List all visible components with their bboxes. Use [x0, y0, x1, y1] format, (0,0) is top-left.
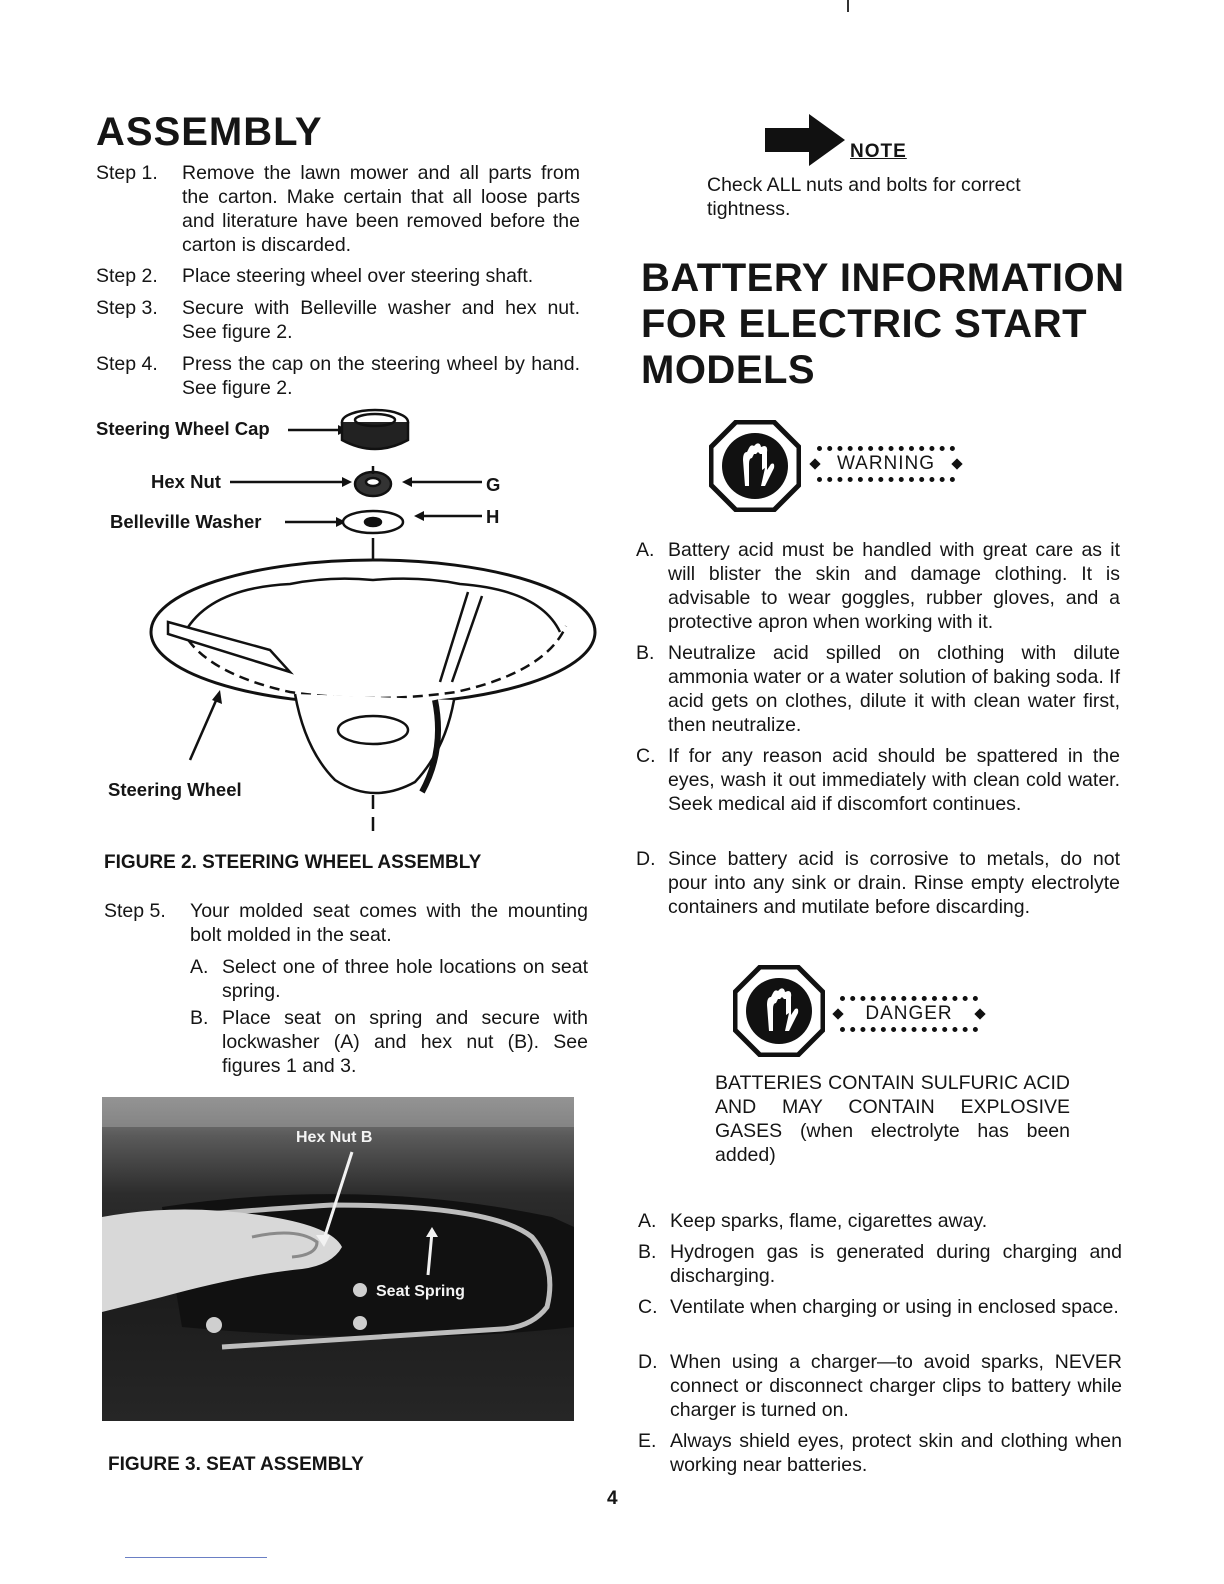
scan-mark-bottom — [125, 1557, 267, 1558]
warning-item-d — [636, 847, 1120, 919]
h-arrowhead — [414, 511, 424, 521]
danger-banner — [840, 996, 978, 1032]
step-text: Your molded seat comes with the mounting bolt molded in the seat. — [190, 900, 588, 946]
item-label: C. — [636, 745, 656, 767]
danger-item-a — [638, 1209, 1122, 1233]
scan-mark-top — [847, 0, 849, 12]
label-g: G — [486, 474, 501, 495]
item-text: Since battery acid is corrosive to metals, do not pour into any sink or drain. Rinse empty electrolyte containers and mutilate before discarding. — [668, 848, 1120, 918]
steering-wheel-illustration — [90, 400, 610, 840]
photo-top-band — [102, 1097, 574, 1127]
item-text: Hydrogen gas is generated during charging and discharging. — [670, 1241, 1122, 1287]
warning-hand-icon — [709, 420, 801, 512]
danger-item-e — [638, 1429, 1122, 1477]
battery-title-line-3: MODELS — [641, 348, 816, 392]
label-steering-wheel: Steering Wheel — [108, 779, 242, 800]
subitem-text: Select one of three hole locations on seat spring. — [222, 956, 588, 1002]
hex-nut-hole — [366, 478, 380, 486]
wheel-rim-outer — [151, 560, 595, 704]
danger-item-d — [638, 1350, 1122, 1422]
battery-title-line-2: FOR ELECTRIC START — [641, 302, 1088, 346]
assembly-step-2 — [96, 264, 580, 288]
step-text: Place steering wheel over steering shaft. — [182, 265, 534, 287]
item-label: A. — [636, 539, 655, 561]
subitem-label: B. — [190, 1007, 209, 1029]
item-text: Always shield eyes, protect skin and clothing when working near batteries. — [670, 1430, 1122, 1476]
figure-3-caption: FIGURE 3. SEAT ASSEMBLY — [108, 1454, 364, 1475]
step-label: Step 3. — [96, 297, 158, 319]
label-hex-nut: Hex Nut — [151, 471, 221, 492]
bolt-lower — [353, 1316, 367, 1330]
step-text: Secure with Belleville washer and hex nut. See figure 2. — [182, 297, 580, 343]
note-arrow-icon — [765, 114, 847, 166]
item-label: D. — [636, 848, 656, 870]
warning-banner — [817, 446, 955, 482]
wheel-leader-line — [190, 696, 218, 760]
washer-hole — [365, 518, 381, 526]
step-5-subitem-b — [190, 1006, 588, 1078]
subitem-text: Place seat on spring and secure with lockwasher (A) and hex nut (B). See figures 1 and 3. — [222, 1007, 588, 1077]
note-label: NOTE — [850, 141, 907, 162]
item-text: Ventilate when charging or using in enclosed space. — [670, 1296, 1119, 1318]
note-text: Check ALL nuts and bolts for correct tightness. — [707, 174, 1021, 220]
step-label: Step 5. — [104, 900, 166, 922]
item-label: C. — [638, 1296, 658, 1318]
wheel-arrowhead — [212, 690, 222, 704]
battery-title — [641, 255, 1181, 393]
danger-text: BATTERIES CONTAIN SULFURIC ACID AND MAY CONTAIN EXPLOSIVE GASES (when electrolyte has been added) — [715, 1072, 1070, 1166]
bolt-upper — [353, 1283, 367, 1297]
warning-item-c — [636, 744, 1120, 816]
item-label: A. — [638, 1210, 657, 1232]
item-text: Keep sparks, flame, cigarettes away. — [670, 1210, 988, 1232]
warning-label: WARNING — [836, 453, 936, 474]
hex-nut-arrowhead — [342, 477, 352, 487]
step-text: Press the cap on the steering wheel by hand. See figure 2. — [182, 353, 580, 399]
figure-2-caption: FIGURE 2. STEERING WHEEL ASSEMBLY — [104, 852, 482, 873]
step-label: Step 2. — [96, 265, 158, 287]
seat-assembly-photo — [102, 1097, 574, 1421]
label-seat-spring: Seat Spring — [376, 1283, 465, 1300]
item-label: E. — [638, 1430, 657, 1452]
assembly-title: ASSEMBLY — [96, 110, 323, 154]
label-h: H — [486, 506, 500, 527]
item-label: D. — [638, 1351, 658, 1373]
step-text: Remove the lawn mower and all parts from the carton. Make certain that all loose parts and literature have been removed before the carton is discarded. — [182, 162, 580, 256]
item-label: B. — [638, 1241, 657, 1263]
page-number: 4 — [607, 1488, 618, 1509]
item-text: Battery acid must be handled with great care as it will blister the skin and damage clothing. It is advisable to wear goggles, rubber gloves, and a protective apron when working with it. — [668, 539, 1120, 633]
label-hex-nut-b: Hex Nut B — [296, 1129, 373, 1146]
battery-title-line-1: BATTERY INFORMATION — [641, 256, 1125, 300]
danger-hand-icon — [733, 965, 825, 1057]
label-steering-wheel-cap: Steering Wheel Cap — [96, 418, 270, 439]
warning-item-b — [636, 641, 1120, 737]
label-belleville-washer: Belleville Washer — [110, 511, 262, 532]
step-5-subitem-a — [190, 955, 588, 1003]
assembly-step-5 — [104, 899, 588, 947]
assembly-step-1 — [96, 161, 580, 257]
item-text: Neutralize acid spilled on clothing with dilute ammonia water or a water solution of baking soda. If acid gets on clothes, dilute it with clean water first, then neutralize. — [668, 642, 1120, 736]
item-text: When using a charger—to avoid sparks, NEVER connect or disconnect charger clips to battery while charger is turned on. — [670, 1351, 1122, 1421]
item-text: If for any reason acid should be spattered in the eyes, wash it out immediately with clean cold water. Seek medical aid if discomfort continues. — [668, 745, 1120, 815]
warning-item-a — [636, 538, 1120, 634]
item-label: B. — [636, 642, 655, 664]
assembly-step-3 — [96, 296, 580, 344]
subitem-label: A. — [190, 956, 209, 978]
g-arrowhead — [402, 477, 412, 487]
danger-item-b — [638, 1240, 1122, 1288]
danger-item-c — [638, 1295, 1122, 1319]
assembly-step-4 — [96, 352, 580, 400]
danger-label: DANGER — [865, 1003, 953, 1024]
step-label: Step 4. — [96, 353, 158, 375]
step-label: Step 1. — [96, 162, 158, 184]
bolt-left — [206, 1317, 222, 1333]
